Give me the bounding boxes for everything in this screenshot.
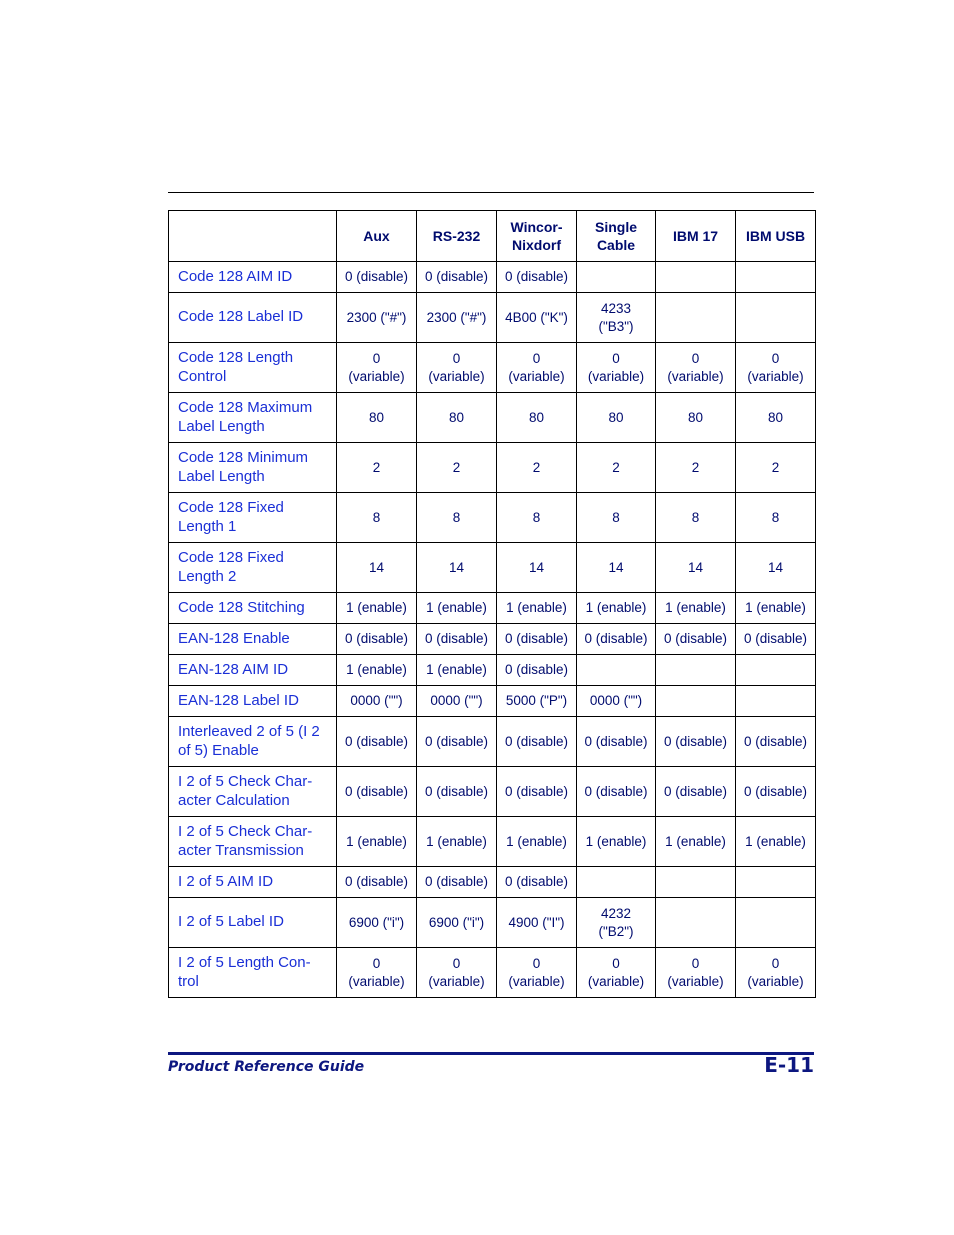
table-cell: 1 (enable)	[337, 593, 417, 624]
table-cell	[656, 867, 736, 898]
feature-name[interactable]: EAN-128 AIM ID	[169, 655, 337, 686]
page-number: E-11	[764, 1053, 814, 1077]
table-cell: 0 (variable)	[417, 343, 497, 393]
table-cell	[656, 293, 736, 343]
table-cell: 0 (disable)	[417, 624, 497, 655]
table-cell: 1 (enable)	[736, 593, 816, 624]
column-header-ibm-usb: IBM USB	[736, 211, 816, 262]
table-row	[169, 948, 816, 998]
table-cell: 0 (disable)	[497, 655, 577, 686]
feature-name[interactable]: Code 128 Stitching	[169, 593, 337, 624]
table-cell: 2300 ("#")	[337, 293, 417, 343]
table-cell: 0 (disable)	[497, 767, 577, 817]
feature-name[interactable]: Code 128 Minimum Label Length	[169, 443, 337, 493]
table-row	[169, 717, 816, 767]
table-row	[169, 867, 816, 898]
table-cell	[656, 898, 736, 948]
table-cell: 0 (variable)	[337, 343, 417, 393]
table-row	[169, 443, 816, 493]
table-cell: 0 (disable)	[497, 867, 577, 898]
feature-name[interactable]: I 2 of 5 Length Con- trol	[169, 948, 337, 998]
table-cell: 0 (disable)	[417, 262, 497, 293]
feature-name[interactable]: Code 128 Label ID	[169, 293, 337, 343]
column-header	[169, 211, 337, 262]
table-cell	[656, 655, 736, 686]
table-row	[169, 655, 816, 686]
table-cell	[736, 867, 816, 898]
table-cell: 0 (disable)	[577, 624, 656, 655]
table-cell: 80	[577, 393, 656, 443]
table-cell: 8	[337, 493, 417, 543]
table-cell: 1 (enable)	[417, 817, 497, 867]
table-cell: 0 (disable)	[656, 717, 736, 767]
table-cell: 0 (variable)	[497, 343, 577, 393]
table-cell: 80	[497, 393, 577, 443]
table-cell: 8	[736, 493, 816, 543]
table-cell: 2	[656, 443, 736, 493]
feature-name[interactable]: Code 128 Maximum Label Length	[169, 393, 337, 443]
footer-rule	[168, 1052, 814, 1055]
table-cell: 14	[497, 543, 577, 593]
table-cell: 80	[417, 393, 497, 443]
table-cell: 0 (disable)	[736, 717, 816, 767]
table-row	[169, 343, 816, 393]
feature-name[interactable]: I 2 of 5 AIM ID	[169, 867, 337, 898]
table-row	[169, 624, 816, 655]
table-cell: 1 (enable)	[417, 593, 497, 624]
table-cell: 0 (variable)	[656, 948, 736, 998]
table-cell: 0000 ("")	[337, 686, 417, 717]
table-cell: 1 (enable)	[497, 817, 577, 867]
table-cell: 8	[417, 493, 497, 543]
table-cell: 4232 ("B2")	[577, 898, 656, 948]
table-cell: 1 (enable)	[497, 593, 577, 624]
table-cell: 1 (enable)	[656, 817, 736, 867]
table-cell: 1 (enable)	[577, 593, 656, 624]
table-cell: 0 (variable)	[417, 948, 497, 998]
top-rule	[168, 192, 814, 193]
table-cell	[736, 262, 816, 293]
table-row	[169, 767, 816, 817]
feature-name[interactable]: Interleaved 2 of 5 (I 2 of 5) Enable	[169, 717, 337, 767]
table-cell: 0 (disable)	[736, 624, 816, 655]
table-cell: 14	[656, 543, 736, 593]
table-cell: 0 (variable)	[337, 948, 417, 998]
table-cell: 0 (disable)	[736, 767, 816, 817]
table-cell: 0 (variable)	[656, 343, 736, 393]
table-row	[169, 543, 816, 593]
table-cell: 2	[497, 443, 577, 493]
table-cell: 14	[577, 543, 656, 593]
table-cell	[736, 655, 816, 686]
table-cell: 5000 ("P")	[497, 686, 577, 717]
table-cell: 0 (variable)	[497, 948, 577, 998]
table-cell	[736, 686, 816, 717]
table-cell: 2	[577, 443, 656, 493]
table-cell: 0 (disable)	[497, 717, 577, 767]
table-cell: 4900 ("I")	[497, 898, 577, 948]
table-cell: 0 (variable)	[577, 343, 656, 393]
table-cell: 0 (disable)	[337, 717, 417, 767]
feature-name[interactable]: I 2 of 5 Check Char- acter Calculation	[169, 767, 337, 817]
table-cell: 0000 ("")	[417, 686, 497, 717]
table-cell: 1 (enable)	[577, 817, 656, 867]
column-header-single-cable: Single Cable	[577, 211, 656, 262]
table-cell	[736, 898, 816, 948]
table-cell: 1 (enable)	[417, 655, 497, 686]
table-cell: 80	[736, 393, 816, 443]
column-header-aux: Aux	[337, 211, 417, 262]
feature-name[interactable]: Code 128 Fixed Length 1	[169, 493, 337, 543]
table-cell: 0 (variable)	[577, 948, 656, 998]
interface-defaults-table	[168, 210, 816, 998]
table-row	[169, 817, 816, 867]
table-row	[169, 898, 816, 948]
table-cell: 0 (disable)	[497, 624, 577, 655]
table-cell: 0 (disable)	[337, 767, 417, 817]
table-cell: 0 (disable)	[417, 867, 497, 898]
feature-name[interactable]: Code 128 Fixed Length 2	[169, 543, 337, 593]
table-cell: 1 (enable)	[337, 655, 417, 686]
table-cell: 1 (enable)	[337, 817, 417, 867]
feature-name[interactable]: EAN-128 Enable	[169, 624, 337, 655]
column-header-ibm17: IBM 17	[656, 211, 736, 262]
table-cell	[656, 686, 736, 717]
table-cell: 14	[417, 543, 497, 593]
table-cell: 80	[656, 393, 736, 443]
table-cell: 0000 ("")	[577, 686, 656, 717]
table-cell	[577, 655, 656, 686]
table-cell: 8	[577, 493, 656, 543]
feature-name[interactable]: EAN-128 Label ID	[169, 686, 337, 717]
table-cell: 0 (disable)	[577, 717, 656, 767]
table-row	[169, 493, 816, 543]
table-row	[169, 262, 816, 293]
column-header-wincor-nixdorf: Wincor- Nixdorf	[497, 211, 577, 262]
table-cell: 14	[337, 543, 417, 593]
table-cell	[656, 262, 736, 293]
table-cell: 4B00 ("K")	[497, 293, 577, 343]
feature-name[interactable]: Code 128 AIM ID	[169, 262, 337, 293]
feature-name[interactable]: I 2 of 5 Label ID	[169, 898, 337, 948]
feature-name[interactable]: I 2 of 5 Check Char- acter Transmission	[169, 817, 337, 867]
table-row	[169, 293, 816, 343]
table-cell: 0 (disable)	[417, 717, 497, 767]
table-cell: 0 (disable)	[656, 624, 736, 655]
table-cell: 1 (enable)	[736, 817, 816, 867]
table-cell	[736, 293, 816, 343]
table-cell: 0 (variable)	[736, 343, 816, 393]
table-cell	[577, 262, 656, 293]
table-cell: 0 (disable)	[337, 262, 417, 293]
table-row	[169, 686, 816, 717]
table-cell: 1 (enable)	[656, 593, 736, 624]
table-cell: 6900 ("i")	[337, 898, 417, 948]
table-cell: 8	[656, 493, 736, 543]
header-row	[169, 211, 816, 262]
table-cell: 6900 ("i")	[417, 898, 497, 948]
table-cell: 0 (disable)	[656, 767, 736, 817]
table-cell: 2300 ("#")	[417, 293, 497, 343]
table-cell	[577, 867, 656, 898]
table-cell: 0 (disable)	[417, 767, 497, 817]
table-cell: 0 (disable)	[337, 624, 417, 655]
table-cell: 0 (disable)	[577, 767, 656, 817]
table-row	[169, 393, 816, 443]
feature-name[interactable]: Code 128 Length Control	[169, 343, 337, 393]
table-cell: 80	[337, 393, 417, 443]
table-cell: 0 (disable)	[497, 262, 577, 293]
table-cell: 0 (variable)	[736, 948, 816, 998]
table-cell: 4233 ("B3")	[577, 293, 656, 343]
column-header-rs232: RS-232	[417, 211, 497, 262]
table-cell: 2	[337, 443, 417, 493]
table-cell: 2	[417, 443, 497, 493]
table-cell: 14	[736, 543, 816, 593]
table-row	[169, 593, 816, 624]
table-cell: 2	[736, 443, 816, 493]
footer-title: Product Reference Guide	[168, 1059, 365, 1075]
table-cell: 0 (disable)	[337, 867, 417, 898]
table-cell: 8	[497, 493, 577, 543]
